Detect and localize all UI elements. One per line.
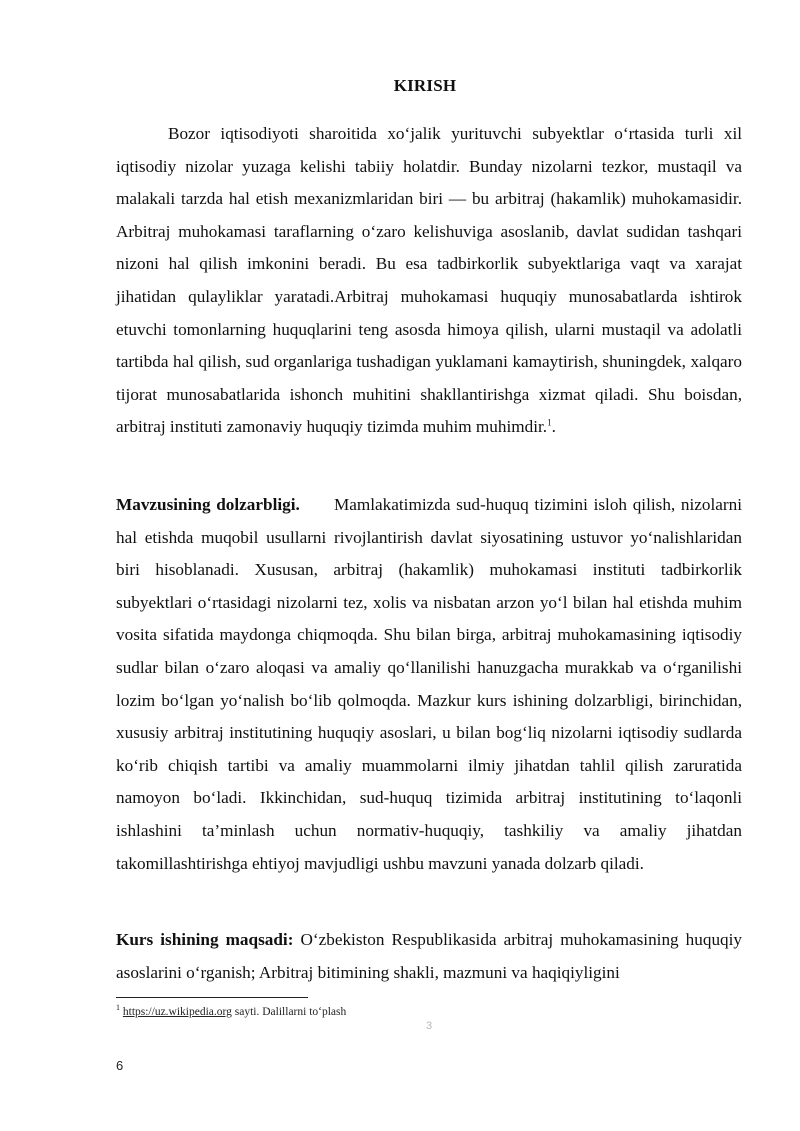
relevance-paragraph bbox=[116, 489, 742, 880]
page-number: 6 bbox=[116, 1058, 124, 1073]
goal-paragraph-block bbox=[116, 924, 742, 989]
footnote-reference[interactable]: 1 bbox=[547, 417, 552, 428]
footnote-link[interactable]: https://uz.wikipedia.org bbox=[122, 1006, 232, 1018]
footnote bbox=[116, 1003, 347, 1018]
footnote-separator bbox=[116, 997, 308, 998]
relevance-paragraph-text: Mamlakatimizda sud-huquq tizimini isloh qilish, nizolarni hal etishda muqobil usullarni rivojlantirish davlat siyosatining ustuvor yo‘nalishlaridan biri hisoblanadi. Xususan, arbitraj (hakamlik) muhokamasi instituti tadbirkorlik subyektlari o‘rtasidagi nizolarni tez, xolis va nisbatan arzon yo‘l bilan hal etishda muhim vosita sifatida maydonga chiqmoqda. Shu bilan birga, arbitraj muhokamasining iqtisodiy sudlar bilan o‘zaro aloqasi va amaliy qo‘llanilishi hanuzgacha murakkab va o‘rganilishi lozim bo‘lgan yo‘nalish bo‘lib qolmoqda. Mazkur kurs ishining dolzarbligi, birinchidan, xususiy arbitraj institutining huquqiy asoslari, u bilan bog‘liq nizolarni iqtisodiy sudlarda ko‘rib chiqish tartibi va amaliy muammolarni ilmiy jihatdan tahlil qilish zaruratida namoyon bo‘ladi. Ikkinchidan, sud-huquq tizimida arbitraj institutining to‘laqonli ishlashini ta’minlash uchun normativ-huquqiy, tashkiliy va amaliy jihatdan takomillashtirishga ehtiyoj mavjudligi ushbu mavzuni yanada dolzarb qiladi. bbox=[116, 495, 742, 873]
intro-paragraph-end: . bbox=[551, 417, 556, 437]
goal-paragraph bbox=[116, 924, 742, 989]
footnote-text: sayti. Dalillarni to‘plash bbox=[231, 1006, 347, 1018]
intro-paragraph bbox=[116, 118, 742, 444]
footnote-number: 1 bbox=[116, 1003, 120, 1013]
relevance-paragraph-block bbox=[116, 489, 742, 880]
relevance-heading: Mavzusining dolzarbligi. bbox=[116, 495, 300, 514]
intro-paragraph-text: Bozor iqtisodiyoti sharoitida xo‘jalik yurituvchi subyektlar o‘rtasida turli xil iqtisodiy nizolar yuzaga kelishi tabiiy holatdir. Bunday nizolarni tezkor, mustaqil va malakali tarzda hal etish mexanizmlaridan biri — bu arbitraj (hakamlik) muhokamasidir. Arbitraj muhokamasi taraflarning o‘zaro kelishuviga asoslanib, davlat sudidan tashqari nizoni hal qilish imkonini beradi. Bu esa tadbirkorlik subyektlariga vaqt va xarajat jihatidan qulayliklar yaratadi.Arbitraj muhokamasi huquqiy munosabatlarda ishtirok etuvchi tomonlarning huquqlarini teng asosda himoya qilish, ularni mustaqil va adolatli tartibda hal qilish, sud organlariga tushadigan yuklamani kamaytirish, shuningdek, xalqaro tijorat munosabatlarida ishonch muhitini shakllantirishga xizmat qiladi. Shu boisdan, arbitraj instituti zamonaviy huquqiy tizimda muhim muhimdir. bbox=[116, 124, 742, 437]
intro-paragraph-block bbox=[116, 118, 742, 444]
page-title: KIRISH bbox=[393, 76, 457, 95]
goal-paragraph-text: O‘zbekiston Respublikasida arbitraj muhokamasining huquqiy asoslarini o‘rganish; Arbitraj bitimining shakli, mazmuni va haqiqiyligini bbox=[116, 930, 743, 982]
goal-heading: Kurs ishining maqsadi: bbox=[116, 930, 294, 949]
faint-page-number: 3 bbox=[426, 1020, 433, 1032]
